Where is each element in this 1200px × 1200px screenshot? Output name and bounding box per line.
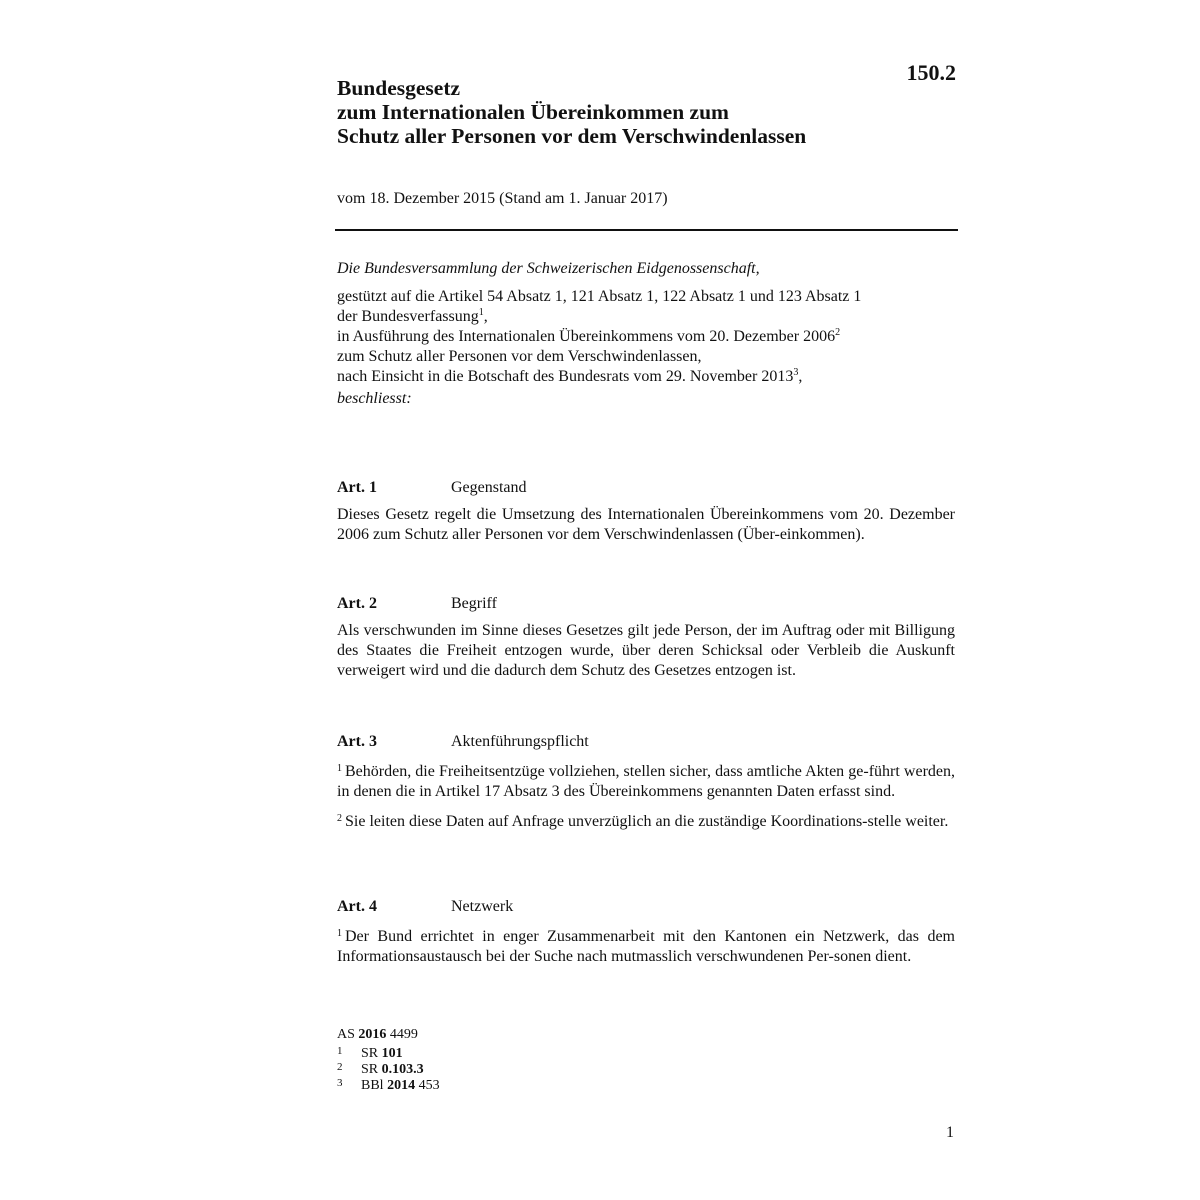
paragraph-text: Sie leiten diese Daten auf Anfrage unverzüglich an die zuständige Koordinations-stelle weiter. [345, 813, 949, 830]
preamble-line [337, 327, 957, 347]
article-heading [337, 477, 955, 499]
preamble-line [337, 307, 957, 327]
footnote-mark: 3 [337, 1077, 343, 1089]
article-2 [337, 593, 955, 688]
footnote-ref[interactable]: 3 [793, 367, 799, 378]
footnote-prefix: SR [361, 1046, 379, 1061]
footnote-prefix: SR [361, 1062, 379, 1077]
preamble-line: gestützt auf die Artikel 54 Absatz 1, 121 Absatz 1, 122 Absatz 1 und 123 Absatz 1 [337, 288, 862, 305]
footnote-item [337, 1062, 737, 1078]
paragraph-text: Dieses Gesetz regelt die Umsetzung des Internationalen Übereinkommens vom 20. Dezember 2006 zum Schutz aller Personen vor dem Verschwindenlassen (Über-einkommen). [337, 506, 955, 543]
paragraph-text: Behörden, die Freiheitsentzüge vollziehen, stellen sicher, dass amtliche Akten ge-führt werden, in denen die in Artikel 17 Absatz 3 des Übereinkommens genannten Daten erfasst sind. [337, 763, 955, 800]
article-number: Art. 3 [337, 733, 377, 750]
preamble-text: in Ausführung des Internationalen Übereinkommens vom 20. Dezember 2006 [337, 328, 836, 345]
preamble-punctuation: , [483, 308, 488, 325]
article-title: Gegenstand [451, 479, 527, 496]
page-number: 1 [946, 1124, 954, 1141]
footnote-item [337, 1078, 737, 1094]
article-paragraph [337, 924, 955, 967]
article-heading [337, 731, 955, 753]
footnote-mark: 1 [337, 1045, 343, 1057]
law-title-line-3: Schutz aller Personen vor dem Verschwindenlassen [337, 124, 807, 148]
header-divider [335, 229, 958, 231]
preamble [337, 259, 957, 409]
article-title: Aktenführungspflicht [451, 733, 589, 750]
preamble-line: zum Schutz aller Personen vor dem Verschwindenlassen, [337, 348, 702, 365]
footnote-ref[interactable]: 1 [478, 307, 484, 318]
footnote-number: 101 [381, 1046, 403, 1061]
publication-source [337, 1027, 737, 1043]
article-number: Art. 1 [337, 479, 377, 496]
source-page: 4499 [389, 1027, 418, 1042]
sr-number: 150.2 [906, 60, 956, 85]
article-number: Art. 4 [337, 898, 377, 915]
preamble-assembly: Die Bundesversammlung der Schweizerischen Eidgenossenschaft, [337, 260, 760, 277]
article-4 [337, 896, 955, 974]
article-title: Netzwerk [451, 898, 514, 915]
footnote-suffix: 453 [418, 1078, 440, 1093]
preamble-text: der Bundesverfassung [337, 308, 479, 325]
paragraph-number: 2 [337, 813, 342, 824]
footnote-text[interactable] [361, 1078, 440, 1094]
footnote-text[interactable] [361, 1046, 403, 1062]
preamble-punctuation: , [798, 368, 803, 385]
article-heading [337, 896, 955, 918]
source-prefix: AS [337, 1027, 355, 1042]
paragraph-number: 1 [337, 763, 342, 774]
article-paragraph [337, 759, 955, 802]
paragraph-text: Als verschwunden im Sinne dieses Gesetzes gilt jede Person, der im Auftrag oder mit Billigung des Staates die Freiheit entzogen wurde, über deren Schicksal oder Verbleib die Auskunft verweigert wird und die dadurch dem Schutz des Gesetzes entzogen ist. [337, 622, 955, 679]
paragraph-number: 1 [337, 928, 342, 939]
source-year: 2016 [358, 1027, 387, 1042]
date-line: vom 18. Dezember 2015 (Stand am 1. Januar 2017) [337, 190, 668, 207]
article-number: Art. 2 [337, 595, 377, 612]
preamble-decides: beschliesst: [337, 390, 412, 407]
preamble-text: nach Einsicht in die Botschaft des Bundesrats vom 29. November 2013 [337, 368, 794, 385]
article-title: Begriff [451, 595, 497, 612]
article-heading [337, 593, 955, 615]
footnote-ref[interactable]: 2 [835, 327, 841, 338]
footnote-number: 2014 [387, 1078, 416, 1093]
footnote-prefix: BBl [361, 1078, 384, 1093]
paragraph-text: Der Bund errichtet in enger Zusammenarbeit mit den Kantonen ein Netzwerk, das dem Informationsaustausch bei der Suche nach mutmasslich verschwundenen Per-sonen dient. [337, 928, 955, 965]
law-title-line-1: Bundesgesetz [337, 76, 461, 100]
footnote-number: 0.103.3 [381, 1062, 424, 1077]
article-paragraph [337, 505, 955, 545]
article-paragraph [337, 809, 955, 832]
preamble-line [337, 367, 957, 387]
article-paragraph [337, 621, 955, 681]
footnote-mark: 2 [337, 1061, 343, 1073]
article-1 [337, 477, 955, 552]
footnote-text[interactable] [361, 1062, 424, 1078]
footnotes [337, 1027, 737, 1094]
article-3 [337, 731, 955, 839]
law-title [337, 76, 937, 148]
footnote-item [337, 1046, 737, 1062]
law-title-line-2: zum Internationalen Übereinkommen zum [337, 100, 729, 124]
